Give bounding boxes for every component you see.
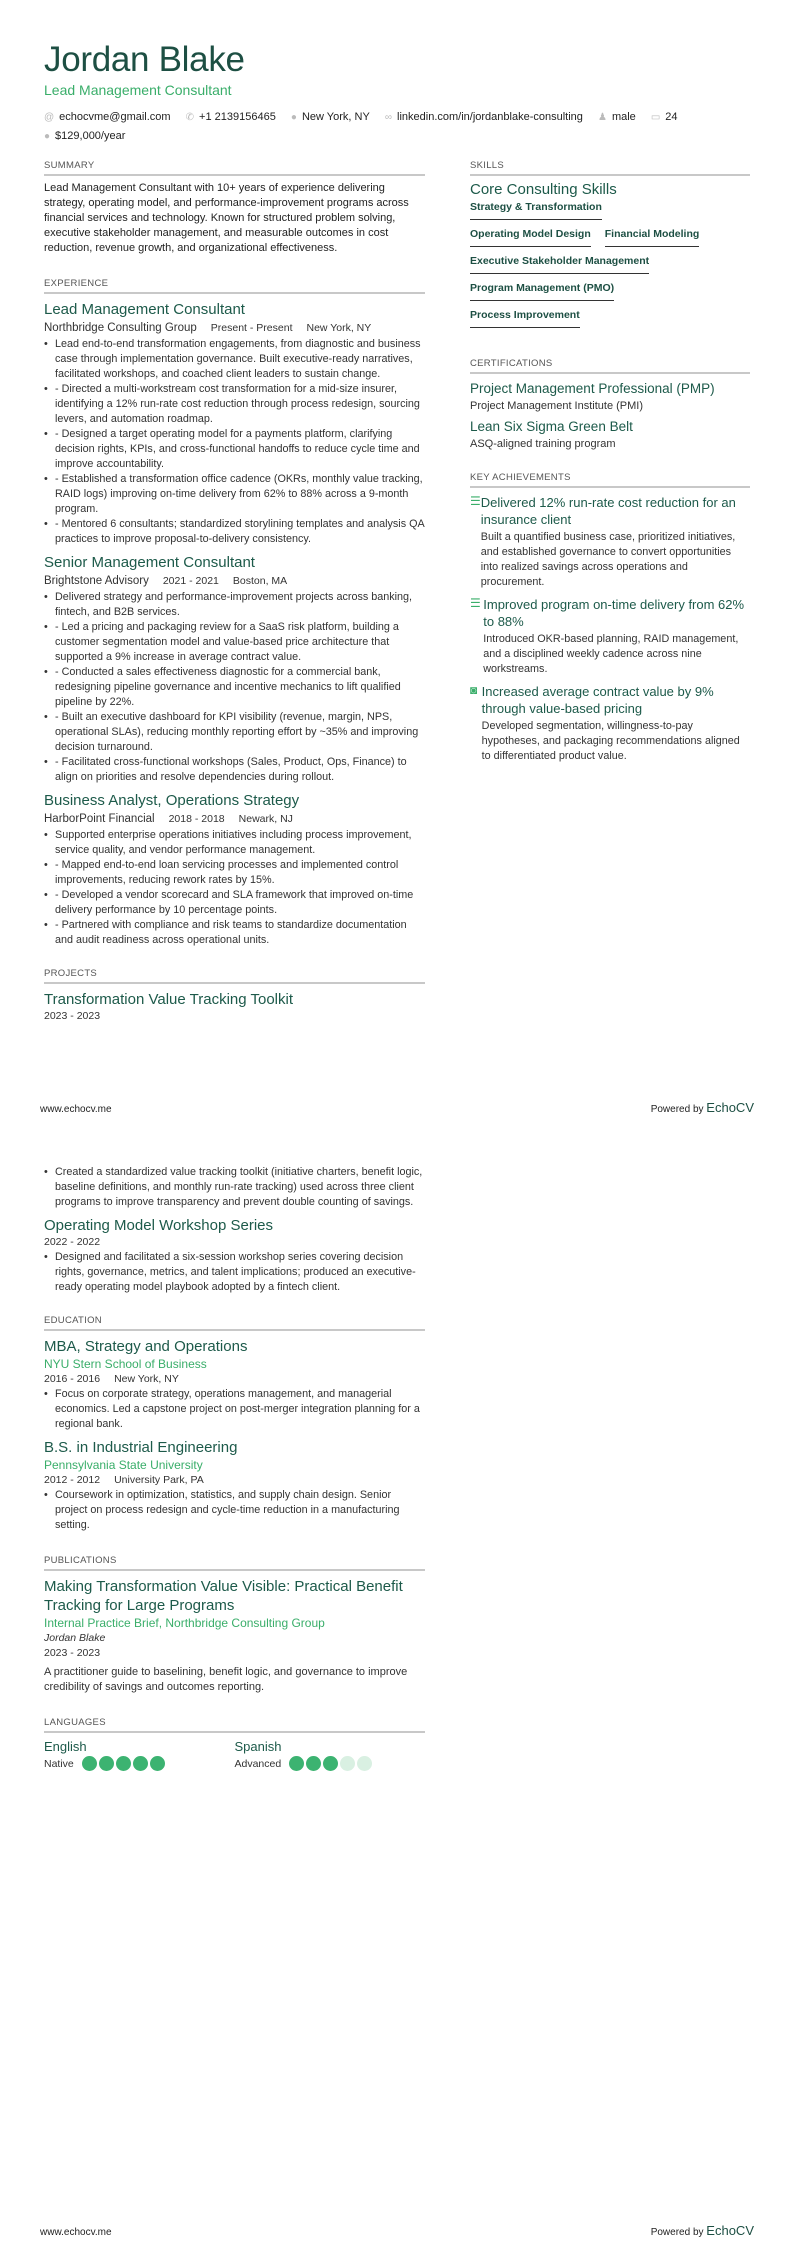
powered-by-label: Powered by bbox=[650, 2227, 704, 2238]
job-title: Senior Management Consultant bbox=[44, 554, 255, 571]
bullet: • Supported enterprise operations initiatives including process improvement, service quality, and vendor performance management. bbox=[44, 828, 425, 858]
section-heading: KEY ACHIEVEMENTS bbox=[470, 472, 750, 488]
company-name: HarborPoint Financial bbox=[44, 813, 155, 825]
job-title: Business Analyst, Operations Strategy bbox=[44, 792, 300, 809]
bullet: • Coursework in optimization, statistics, and supply chain design. Senior project on process redesign and cycle-time reduction in a manufacturing setting. bbox=[44, 1488, 425, 1533]
achievement-description: Introduced OKR-based planning, RAID management, and a disciplined weekly cadence across nine workstreams. bbox=[483, 633, 739, 675]
job-meta bbox=[44, 810, 425, 828]
achievement-item bbox=[470, 683, 750, 764]
rating-dot bbox=[99, 1756, 114, 1771]
job-meta bbox=[44, 319, 425, 337]
bullet: • - Built an executive dashboard for KPI visibility (revenue, margin, NPS, operational SLAs), reducing monthly reporting effort by ~35% and improving decision turnaround. bbox=[44, 710, 425, 755]
candidate-title: Lead Management Consultant bbox=[44, 82, 232, 98]
job-dates: 2021 - 2021 bbox=[162, 575, 219, 587]
bullet: • Delivered strategy and performance-improvement projects across banking, fintech, and B2B services. bbox=[44, 590, 425, 620]
bullet: • - Directed a multi-workstream cost transformation for a mid-size insurer, identifying a 12% run-rate cost reduction through process redesign, sourcing levers, and automation roadmap. bbox=[44, 382, 425, 427]
lines-icon: ☰ bbox=[470, 596, 481, 610]
bullet: • Designed and facilitated a six-session workshop series covering decision rights, governance, metrics, and talent implications; produced an executive-ready operating model playbook adopted by a fintech client. bbox=[44, 1250, 425, 1295]
achievement-item bbox=[470, 596, 750, 677]
education-location: New York, NY bbox=[114, 1373, 179, 1385]
achievement-item bbox=[470, 494, 750, 590]
phone-icon: ✆ bbox=[185, 112, 195, 123]
project-dates: 2022 - 2022 bbox=[44, 1236, 101, 1248]
section-heading: PUBLICATIONS bbox=[44, 1555, 425, 1571]
contact-text: +1 2139156465 bbox=[199, 111, 276, 123]
page-footer bbox=[40, 2223, 754, 2238]
achievement-title: Improved program on-time delivery from 62% to 88% bbox=[483, 597, 745, 629]
skill-tag: Executive Stakeholder Management bbox=[470, 255, 649, 274]
project-bullets bbox=[44, 1165, 425, 1210]
at-icon: @ bbox=[44, 112, 55, 123]
contact-text: echocvme@gmail.com bbox=[59, 111, 171, 123]
achievement-description: Built a quantified business case, prioritized initiatives, and established governance to convert opportunities into realized savings across operations and procurement. bbox=[480, 531, 736, 588]
job-dates: Present - Present bbox=[210, 322, 293, 334]
skill-tag: Program Management (PMO) bbox=[470, 282, 614, 301]
section-heading: LANGUAGES bbox=[44, 1717, 425, 1733]
language-level bbox=[44, 1756, 235, 1771]
achievement-body bbox=[482, 683, 750, 764]
bullet: • - Mapped end-to-end loan servicing processes and implemented control improvements, reducing rework rates by 15%. bbox=[44, 858, 425, 888]
bullet: • - Partnered with compliance and risk teams to standardize documentation and audit readiness across operational units. bbox=[44, 918, 425, 948]
location-icon: ● bbox=[290, 112, 297, 123]
education-bullets bbox=[44, 1488, 425, 1533]
publication-publisher: Internal Practice Brief, Northbridge Consulting Group bbox=[44, 1616, 325, 1630]
summary-section bbox=[44, 160, 425, 256]
bullet: • - Led a pricing and packaging review for a SaaS risk platform, building a customer segmentation model and value-based price architecture that supported a 9% increase in average contract value. bbox=[44, 620, 425, 665]
contact-text: linkedin.com/in/jordanblake-consulting bbox=[397, 111, 583, 123]
salary-icon: ● bbox=[44, 131, 51, 142]
rating-dot bbox=[357, 1756, 372, 1771]
job-entry bbox=[44, 791, 425, 948]
skill-tag: Process Improvement bbox=[470, 309, 580, 328]
certification-title: Lean Six Sigma Green Belt bbox=[470, 419, 633, 434]
certifications-section bbox=[470, 358, 750, 452]
education-bullets bbox=[44, 1387, 425, 1432]
publication-title: Making Transformation Value Visible: Practical Benefit Tracking for Large Programs bbox=[44, 1578, 403, 1614]
contact-location bbox=[291, 111, 370, 123]
projects-section bbox=[44, 968, 425, 1024]
footer-powered bbox=[651, 1100, 754, 1115]
contact-email[interactable] bbox=[44, 111, 171, 123]
publication-dates: 2023 - 2023 bbox=[44, 1647, 101, 1659]
education-meta bbox=[44, 1372, 425, 1387]
footer-site-link[interactable]: www.echocv.me bbox=[40, 1104, 112, 1115]
achievement-title: Increased average contract value by 9% through value-based pricing bbox=[481, 684, 714, 716]
lines-icon: ☰ bbox=[470, 494, 481, 508]
rating-dot bbox=[133, 1756, 148, 1771]
certification-title: Project Management Professional (PMP) bbox=[470, 381, 715, 396]
bullet: • - Conducted a sales effectiveness diagnostic for a commercial bank, redesigning pipeline governance and incentive mechanics to lift qualified pipeline by 22%. bbox=[44, 665, 425, 710]
bullet: • - Established a transformation office cadence (OKRs, monthly value tracking, RAID logs) improving on-time delivery from 62% to 88% across a 9-month program. bbox=[44, 472, 425, 517]
job-dates: 2018 - 2018 bbox=[168, 813, 225, 825]
education-meta bbox=[44, 1473, 425, 1488]
achievement-body bbox=[483, 596, 750, 677]
resume-page-2 bbox=[0, 1123, 794, 2246]
achievements-section bbox=[470, 472, 750, 764]
contact-phone[interactable] bbox=[186, 111, 276, 123]
bullet: • - Designed a target operating model for a payments platform, clarifying decision rights, KPIs, and cross-functional handoffs to reduce cycle time and improve accountability. bbox=[44, 427, 425, 472]
contact-salary bbox=[44, 130, 125, 142]
education-location: University Park, PA bbox=[114, 1474, 204, 1486]
section-heading: PROJECTS bbox=[44, 968, 425, 984]
publication-author: Jordan Blake bbox=[44, 1632, 106, 1644]
powered-by-label: Powered by bbox=[650, 1104, 704, 1115]
footer-powered bbox=[651, 2223, 754, 2238]
bullet: • - Facilitated cross-functional workshops (Sales, Product, Ops, Finance) to align on priorities and resolve dependencies during rollout. bbox=[44, 755, 425, 785]
project-dates: 2023 - 2023 bbox=[44, 1010, 101, 1022]
summary-text: Lead Management Consultant with 10+ years of experience delivering strategy, operating model, and performance-improvement programs across financial services and technology. Known for structured problem solving, executive stakeholder management, and measurable outcomes in cost reduction, revenue growth, and organizational effectiveness. bbox=[44, 182, 409, 254]
bullet: • - Developed a vendor scorecard and SLA framework that improved on-time delivery performance by 10 percentage points. bbox=[44, 888, 425, 918]
school-name: NYU Stern School of Business bbox=[44, 1357, 207, 1371]
achievement-title: Delivered 12% run-rate cost reduction for an insurance client bbox=[480, 495, 736, 527]
rating-dot bbox=[116, 1756, 131, 1771]
skill-tag: Strategy & Transformation bbox=[470, 201, 602, 220]
left-column-page-2 bbox=[44, 1165, 425, 1771]
job-bullets bbox=[44, 828, 425, 948]
language-name: English bbox=[44, 1739, 87, 1754]
rating-dot bbox=[150, 1756, 165, 1771]
section-heading: EXPERIENCE bbox=[44, 278, 425, 294]
education-section bbox=[44, 1315, 425, 1533]
skill-tag: Operating Model Design bbox=[470, 228, 591, 247]
person-icon: ♟ bbox=[597, 112, 607, 123]
job-location: New York, NY bbox=[306, 322, 372, 334]
link-icon: ∞ bbox=[384, 112, 393, 123]
bullet: • Created a standardized value tracking toolkit (initiative charters, benefit logic, baseline definitions, and monthly run-rate tracking) used across three client programs to improve transparency and prevent double counting of savings. bbox=[44, 1165, 425, 1210]
rating-dot bbox=[306, 1756, 321, 1771]
brand-logo: EchoCV bbox=[706, 1100, 754, 1115]
section-heading: EDUCATION bbox=[44, 1315, 425, 1331]
camera-icon: ◙ bbox=[470, 683, 478, 697]
job-entry bbox=[44, 553, 425, 785]
publication-description: A practitioner guide to baselining, benefit logic, and governance to improve credibility of savings and outcomes reporting. bbox=[44, 1666, 408, 1693]
achievement-description: Developed segmentation, willingness-to-pay hypotheses, and packaging recommendations aligned to differentiated product value. bbox=[481, 720, 740, 762]
language-level bbox=[235, 1756, 426, 1771]
job-bullets bbox=[44, 337, 425, 547]
company-name: Northbridge Consulting Group bbox=[44, 322, 197, 334]
project-title: Operating Model Workshop Series bbox=[44, 1217, 273, 1234]
page-footer bbox=[40, 1100, 754, 1115]
contact-text: $129,000/year bbox=[55, 130, 126, 142]
contact-gender bbox=[598, 111, 636, 123]
section-heading: SKILLS bbox=[470, 160, 750, 176]
rating-dot bbox=[82, 1756, 97, 1771]
language-item bbox=[235, 1738, 426, 1771]
certification-issuer: ASQ-aligned training program bbox=[470, 438, 616, 450]
bullet: • - Mentored 6 consultants; standardized storylining templates and analysis QA practices to improve proposal-to-delivery consistency. bbox=[44, 517, 425, 547]
education-dates: 2012 - 2012 bbox=[44, 1474, 101, 1486]
job-title: Lead Management Consultant bbox=[44, 301, 245, 318]
job-meta bbox=[44, 572, 425, 590]
rating-dot bbox=[340, 1756, 355, 1771]
language-level-label: Advanced bbox=[234, 1757, 282, 1770]
job-location: Newark, NJ bbox=[238, 813, 293, 825]
bullet: • Focus on corporate strategy, operations management, and managerial economics. Led a capstone project on post-merger integration planning for a regional bank. bbox=[44, 1387, 425, 1432]
contact-text: male bbox=[611, 111, 636, 123]
job-bullets bbox=[44, 590, 425, 785]
certification-issuer: Project Management Institute (PMI) bbox=[470, 400, 644, 412]
job-location: Boston, MA bbox=[232, 575, 288, 587]
languages-section bbox=[44, 1717, 425, 1771]
skill-group-title: Core Consulting Skills bbox=[470, 181, 617, 198]
contact-text: New York, NY bbox=[301, 111, 370, 123]
experience-section bbox=[44, 278, 425, 948]
footer-site-link[interactable]: www.echocv.me bbox=[40, 2227, 112, 2238]
contact-linkedin[interactable] bbox=[385, 111, 583, 123]
degree-title: MBA, Strategy and Operations bbox=[44, 1338, 248, 1355]
left-column bbox=[44, 160, 425, 1024]
education-dates: 2016 - 2016 bbox=[44, 1373, 101, 1385]
school-name: Pennsylvania State University bbox=[44, 1458, 203, 1472]
publications-section bbox=[44, 1555, 425, 1695]
rating-dot bbox=[289, 1756, 304, 1771]
skill-tag: Financial Modeling bbox=[605, 228, 700, 247]
brand-logo: EchoCV bbox=[706, 2223, 754, 2238]
calendar-icon: ▭ bbox=[650, 112, 661, 123]
candidate-name: Jordan Blake bbox=[44, 40, 245, 79]
bullet: • Lead end-to-end transformation engagements, from diagnostic and business case through implementation governance. Built executive-ready narratives, facilitated workshops, and coached client leaders to sustain change. bbox=[44, 337, 425, 382]
language-name: Spanish bbox=[234, 1739, 282, 1754]
section-heading: CERTIFICATIONS bbox=[470, 358, 750, 374]
project-bullets bbox=[44, 1250, 425, 1295]
language-level-label: Native bbox=[44, 1757, 74, 1770]
right-column bbox=[470, 160, 750, 764]
job-entry bbox=[44, 300, 425, 547]
degree-title: B.S. in Industrial Engineering bbox=[44, 1439, 238, 1456]
skills-section bbox=[470, 160, 750, 336]
achievement-body bbox=[481, 494, 750, 590]
contact-text: 24 bbox=[665, 111, 678, 123]
rating-dot bbox=[323, 1756, 338, 1771]
language-item bbox=[44, 1738, 235, 1771]
section-heading: SUMMARY bbox=[44, 160, 425, 176]
company-name: Brightstone Advisory bbox=[44, 575, 149, 587]
project-title: Transformation Value Tracking Toolkit bbox=[44, 991, 294, 1008]
contact-age bbox=[651, 111, 678, 123]
contact-list bbox=[44, 108, 744, 146]
